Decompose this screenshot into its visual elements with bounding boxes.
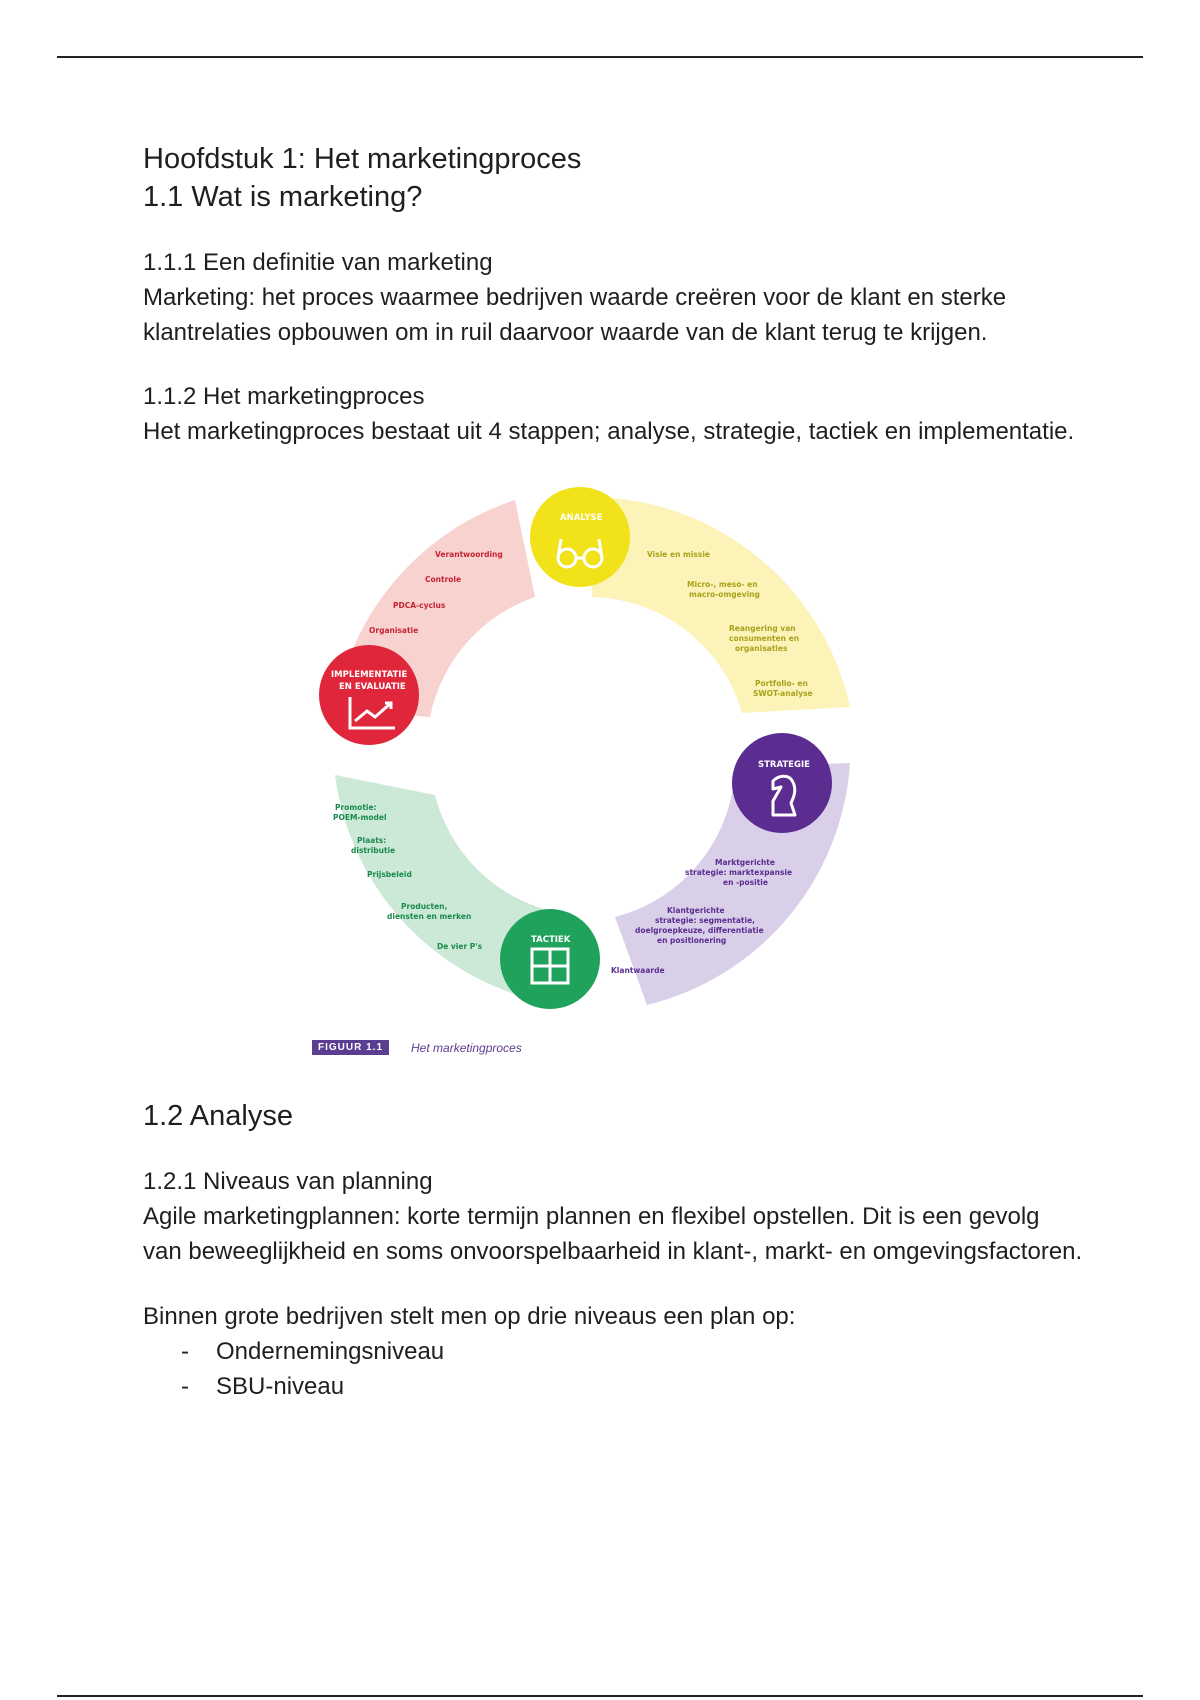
list-item [181,1369,1083,1404]
seg-label: organisaties [735,644,788,653]
hub-tactiek [500,909,600,1009]
paragraph-definition: Marketing: het proces waarmee bedrijven waarde creëren voor de klant en sterke klantrelaties opbouwen om in ruil daarvoor waarde van de klant terug te krijgen. [143,284,1007,346]
subheading-1-1-1: 1.1.1 Een definitie van marketing [143,249,493,276]
seg-label: Plaats: [357,836,387,845]
seg-label: Reangering van [729,624,796,633]
marketing-process-figure [295,485,885,1075]
hub-label: TACTIEK [531,935,571,945]
seg-label: Klantwaarde [611,966,665,975]
seg-label: Controle [425,575,462,584]
paragraph-levels: Binnen grote bedrijven stelt men op drie niveaus een plan op: [143,1303,796,1330]
figure-tag: FIGUUR 1.1 [312,1040,389,1055]
list-item-text: Ondernemingsniveau [216,1338,445,1365]
levels-list [143,1334,1083,1404]
hub-label: STRATEGIE [758,760,810,770]
seg-label: Verantwoording [435,550,503,559]
seg-label: diensten en merken [387,912,472,921]
seg-label: Marktgerichte [715,858,775,867]
seg-label: Visie en missie [647,550,710,559]
paragraph-process: Het marketingproces bestaat uit 4 stappen; analyse, strategie, tactiek en implementatie. [143,418,1075,445]
seg-label: Organisatie [369,626,419,635]
list-item [181,1334,1083,1369]
hub-analyse [530,487,630,587]
hub-strategie [732,733,832,833]
section-heading-1-2: 1.2 Analyse [143,1100,293,1132]
seg-label: Portfolio- en [755,679,808,688]
list-item-text: SBU-niveau [216,1373,345,1400]
figure-title: Het marketingproces [411,1040,522,1055]
bullet-marker: - [181,1373,189,1400]
hub-label: IMPLEMENTATIE [331,670,408,680]
seg-label: strategie: marktexpansie [685,868,793,877]
subheading-1-2-1: 1.2.1 Niveaus van planning [143,1168,433,1195]
seg-label: distributie [351,846,396,855]
seg-label: PDCA-cyclus [393,601,446,610]
hub-implementatie [319,645,419,745]
seg-label: doelgroepkeuze, differentiatie [635,926,764,935]
seg-label: Prijsbeleid [367,870,412,879]
header-rule [57,56,1143,58]
seg-label: Klantgerichte [667,906,725,915]
bullet-marker: - [181,1338,189,1365]
figure-caption [312,1040,522,1055]
seg-label: SWOT-analyse [753,689,813,698]
cycle-diagram [295,485,885,1075]
subheading-1-1-2: 1.1.2 Het marketingproces [143,383,425,410]
seg-label: en positionering [657,936,727,945]
seg-label: Micro-, meso- en [687,580,758,589]
segment-analyse [592,497,850,713]
seg-label: De vier P's [437,942,483,951]
seg-label: Producten, [401,902,448,911]
section-heading-1-1: 1.1 Wat is marketing? [143,181,423,213]
document-body [143,140,1083,1404]
hub-label: EN EVALUATIE [339,682,406,692]
seg-label: macro-omgeving [689,590,760,599]
seg-label: POEM-model [333,813,387,822]
seg-label: Promotie: [335,803,377,812]
footer-rule [57,1695,1143,1697]
seg-label: en -positie [723,878,768,887]
seg-label: consumenten en [729,634,800,643]
hub-label: ANALYSE [560,513,603,523]
paragraph-agile: Agile marketingplannen: korte termijn plannen en flexibel opstellen. Dit is een gevolg van beweeglijkheid en soms onvoorspelbaarheid in klant-, markt- en omgevingsfactoren. [143,1203,1083,1265]
chapter-title: Hoofdstuk 1: Het marketingproces [143,143,582,175]
seg-label: strategie: segmentatie, [655,916,756,925]
